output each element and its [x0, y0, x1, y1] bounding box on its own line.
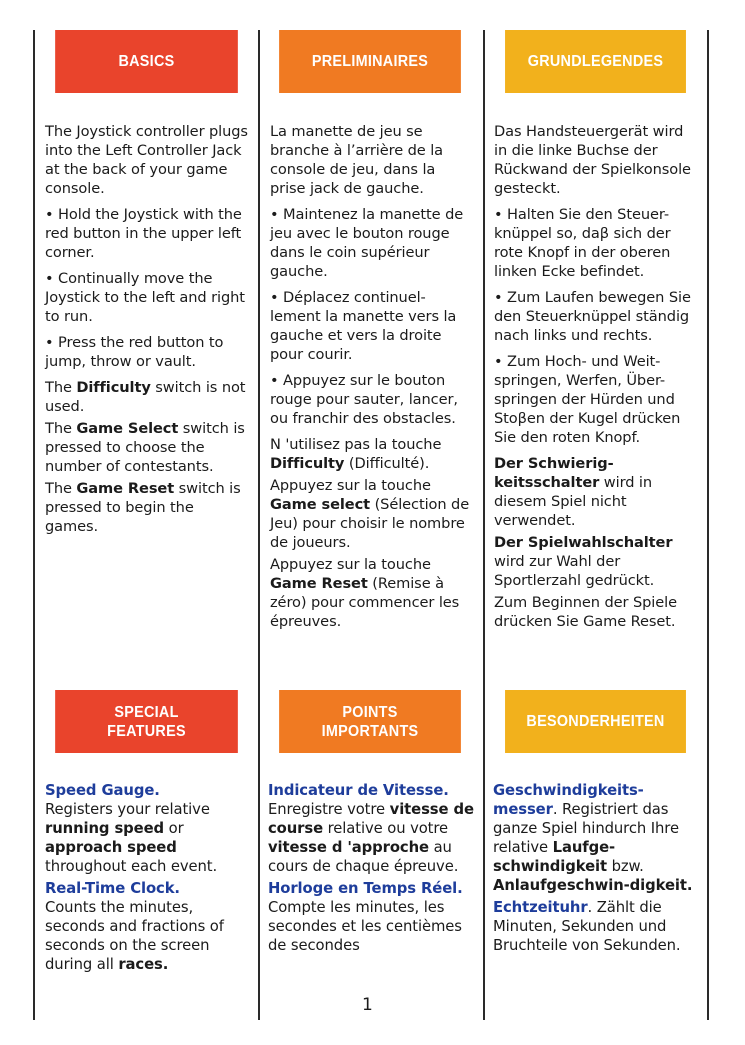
indicateur-section: Indicateur de Vitesse. Enregistre votre vitesse de course relative ou votre vitesse d 'approche au cours de chaque épreuve.	[268, 782, 474, 875]
horloge-section: Horloge en Temps Réel. Compte les minutes, les secondes et les centièmes de secondes	[268, 880, 463, 954]
grundlegendes-bullet-2: • Zum Laufen bewegen Sie den Steuerknüppel ständig nach links und rechts.	[494, 289, 691, 344]
basics-column	[45, 122, 249, 543]
header-points-importants	[279, 690, 461, 753]
preliminaires-bullet-1: • Maintenez la manette de jeu avec le bouton rouge dans le coin supérieur gauche.	[270, 206, 464, 280]
header-points-importants-line1: POINTS	[342, 703, 398, 721]
header-points-importants-line2: IMPORTANTS	[321, 722, 419, 740]
preliminaires-bullet-2: • Déplacez continuel-lement la manette vers la gauche et vers la droite pour courir.	[270, 289, 457, 363]
speed-gauge-title: Speed Gauge.	[45, 782, 160, 799]
header-besonderheiten-label: BESONDERHEITEN	[526, 713, 665, 730]
geschwindigkeit-section: Geschwindigkeits-messer. Registriert das ganze Spiel hindurch Ihre relative Laufge-schwindigkeit bzw. Anlaufgeschwin-digkeit.	[493, 782, 693, 894]
header-preliminaires-label: PRELIMINAIRES	[311, 53, 429, 70]
preliminaires-game-select: Appuyez sur la touche Game select (Sélection de Jeu) pour choisir le nombre de joueurs.	[270, 477, 470, 551]
basics-game-reset: The Game Reset switch is pressed to begin the games.	[45, 480, 241, 535]
basics-bullet-2: • Continually move the Joystick to the left and right to run.	[45, 270, 245, 325]
page-number: 1	[362, 995, 373, 1015]
basics-bullet-1: • Hold the Joystick with the red button in the upper left corner.	[45, 206, 242, 261]
header-basics-label: BASICS	[118, 53, 175, 70]
echtzeituhr-title: Echtzeituhr	[493, 899, 588, 916]
preliminaires-intro: La manette de jeu se branche à l’arrière de la console de jeu, dans la prise jack de gauche.	[270, 123, 444, 197]
geschwindigkeit-title: Geschwindigkeits-messer	[493, 782, 644, 818]
header-besonderheiten	[505, 690, 686, 753]
points-importants-column	[268, 781, 474, 962]
preliminaires-bullet-3: • Appuyez sur le bouton rouge pour sauter, lancer, ou franchir des obstacles.	[270, 372, 458, 427]
grundlegendes-difficulty: Der Schwierig-keitsschalter wird in diesem Spiel nicht verwendet.	[494, 455, 653, 529]
header-basics	[55, 30, 238, 93]
special-features-column	[45, 781, 249, 981]
column-divider-left	[33, 30, 35, 1020]
horloge-title: Horloge en Temps Réel.	[268, 880, 463, 897]
header-preliminaires	[279, 30, 461, 93]
real-time-clock-title: Real-Time Clock.	[45, 880, 180, 897]
preliminaires-game-reset: Appuyez sur la touche Game Reset (Remise à zéro) pour commencer les épreuves.	[270, 556, 460, 630]
header-special-features	[55, 690, 238, 753]
header-grundlegendes	[505, 30, 686, 93]
preliminaires-difficulty: N 'utilisez pas la touche Difficulty (Difficulté).	[270, 436, 442, 472]
echtzeituhr-section: Echtzeituhr. Zählt die Minuten, Sekunden und Bruchteile von Sekunden.	[493, 899, 681, 954]
grundlegendes-game-reset: Zum Beginnen der Spiele drücken Sie Game Reset.	[494, 594, 677, 630]
header-special-features-line1: SPECIAL	[114, 703, 179, 721]
preliminaires-column	[270, 122, 474, 638]
header-grundlegendes-label: GRUNDLEGENDES	[527, 53, 664, 70]
basics-bullet-3: • Press the red button to jump, throw or vault.	[45, 334, 224, 370]
besonderheiten-column	[493, 781, 699, 962]
real-time-clock-section: Real-Time Clock. Counts the minutes, seconds and fractions of seconds on the screen during all races.	[45, 880, 224, 973]
grundlegendes-bullet-1: • Halten Sie den Steuer-knüppel so, daβ sich der rote Knopf in der oberen linken Ecke befindet.	[494, 206, 671, 280]
basics-game-select: The Game Select switch is pressed to choose the number of contestants.	[45, 420, 245, 475]
column-divider-right	[707, 30, 709, 1020]
speed-gauge-section: Speed Gauge. Registers your relative running speed or approach speed throughout each event.	[45, 782, 218, 875]
grundlegendes-bullet-3: • Zum Hoch- und Weit-springen, Werfen, Über-springen der Hürden und Stoβen der Kugel drücken Sie den roten Knopf.	[494, 353, 681, 446]
header-special-features-line2: FEATURES	[107, 722, 186, 740]
grundlegendes-game-select: Der Spielwahlschalter wird zur Wahl der Sportlerzahl gedrückt.	[494, 534, 673, 589]
indicateur-title: Indicateur de Vitesse.	[268, 782, 449, 799]
column-divider-1	[258, 30, 260, 1020]
basics-intro: The Joystick controller plugs into the Left Controller Jack at the back of your game console.	[45, 123, 248, 197]
column-divider-2	[483, 30, 485, 1020]
basics-difficulty: The Difficulty switch is not used.	[45, 379, 246, 415]
grundlegendes-column	[494, 122, 698, 638]
grundlegendes-intro: Das Handsteuergerät wird in die linke Buchse der Rückwand der Spielkonsole gesteckt.	[494, 123, 691, 197]
